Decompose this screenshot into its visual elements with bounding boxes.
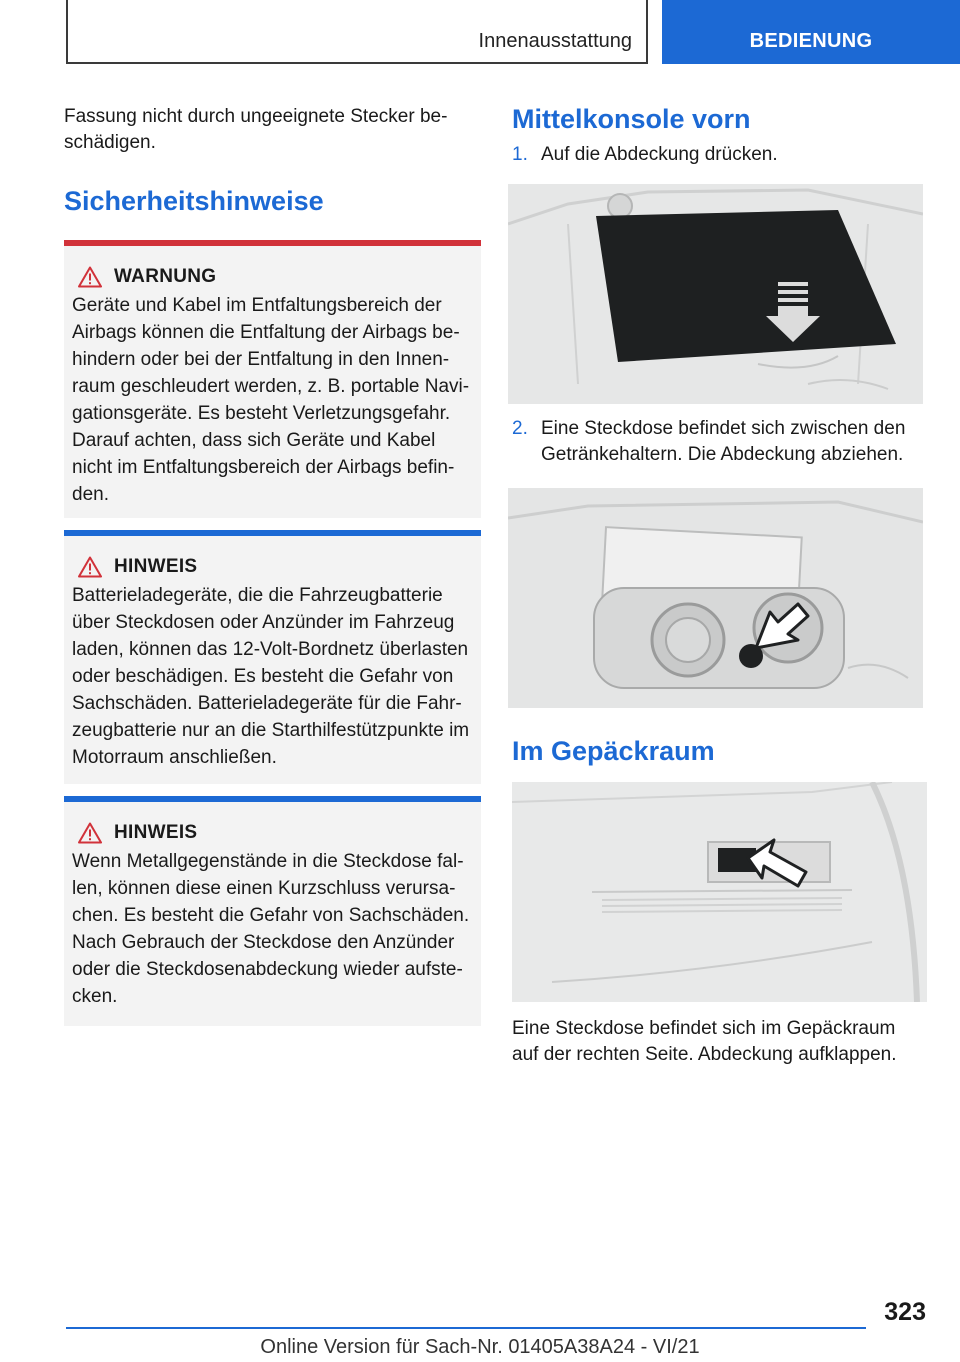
header-section-box: [66, 0, 648, 64]
notice-box-1: [64, 530, 481, 784]
header-chapter-tab: [662, 0, 960, 64]
warning-box: [64, 240, 481, 518]
notice-1-text: Batterieladegeräte, die die Fahrzeugbatterie über Steckdosen oder Anzünder im Fahrzeug laden, können das 12-Volt-Bordnetz überlasten oder beschädigen. Es besteht die Gefahr von Sachschäden. Batterieladegeräte für die Fahrzeugbatterie nur an die Starthilfestützpunkte im Motorraum anschließen.: [72, 585, 470, 768]
trunk-text: Eine Steckdose befindet sich im Gepäckraum auf der rechten Seite. Abdeckung aufklappen.: [512, 1018, 897, 1065]
page-number: 323: [884, 1298, 926, 1326]
header-chapter-label: BEDIENUNG: [749, 29, 873, 52]
notice-2-title: HINWEIS: [114, 822, 198, 843]
notice-2-header: [78, 822, 473, 844]
step-1-number: 1.: [512, 144, 528, 165]
cupholder-socket-photo: [508, 488, 923, 708]
notice-2-text: Wenn Metallgegenstände in die Steckdose fallen, können diese einen Kurzschluss verursachen. Es besteht die Gefahr von Sachschäden. Nach Gebrauch der Steckdose den Anzünder oder die Steckdosenabdeckung wieder aufstecken.: [72, 851, 470, 1007]
safety-heading: Sicherheitshinweise: [64, 186, 324, 216]
trunk-heading: Im Gepäckraum: [512, 736, 715, 766]
header-section-title: Innenausstattung: [478, 30, 632, 52]
step-1-text: Auf die Abdeckung drücken.: [541, 144, 778, 165]
console-cover-photo: [508, 184, 923, 404]
notice-triangle-icon: [78, 822, 102, 844]
notice-box-2: [64, 796, 481, 1026]
console-cover-illustration: [508, 184, 923, 404]
warning-header: [78, 266, 473, 288]
warning-text: Geräte und Kabel im Entfaltungsbereich der Airbags können die Entfaltung der Airbags behindern oder bei der Entfaltung in den Innenraum geschleudert werden, z. B. portable Navigationsgeräte. Es besteht Verletzungsgefahr. Darauf achten, dass sich Geräte und Kabel nicht im Entfaltungsbereich der Airbags befinden.: [72, 295, 470, 505]
step-1: [512, 142, 927, 168]
cupholder-illustration: [508, 488, 923, 708]
trunk-illustration: [512, 782, 927, 1002]
warning-title: WARNUNG: [114, 266, 217, 287]
trunk-socket-photo: [512, 782, 927, 1002]
console-heading: Mittelkonsole vorn: [512, 104, 751, 134]
step-2-number: 2.: [512, 418, 528, 439]
step-2: [512, 416, 927, 468]
right-column: [512, 100, 927, 1068]
warning-triangle-icon: [78, 266, 102, 288]
step-2-text: Eine Steckdose befindet sich zwischen den Getränkehaltern. Die Abdeckung abziehen.: [541, 418, 906, 465]
footer-rule: [66, 1327, 866, 1329]
notice-1-title: HINWEIS: [114, 556, 198, 577]
left-column: [64, 100, 481, 1026]
notice-triangle-icon: [78, 556, 102, 578]
footer-online-version: Online Version für Sach-Nr. 01405A38A24 - VI/21: [260, 1336, 700, 1358]
notice-1-header: [78, 556, 473, 578]
intro-text: Fassung nicht durch ungeeignete Stecker beschädigen.: [64, 106, 448, 153]
